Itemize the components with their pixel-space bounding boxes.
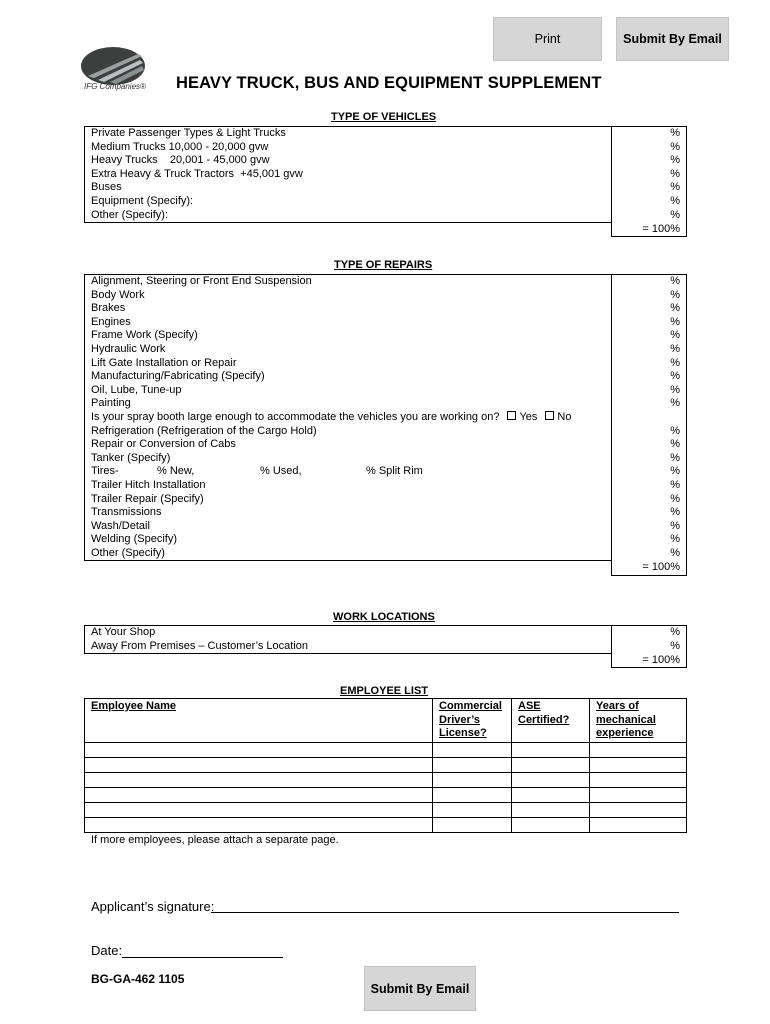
repair-row: Trailer Repair (Specify)	[85, 493, 612, 507]
repair-pct-input[interactable]: %	[612, 275, 687, 289]
repair-row: Repair or Conversion of Cabs	[85, 438, 612, 452]
repair-row: Wash/Detail	[85, 520, 612, 534]
location-pct-input[interactable]: %	[612, 626, 687, 640]
repair-pct-input[interactable]: %	[612, 506, 687, 520]
repair-row: Hydraulic Work	[85, 343, 612, 357]
repairs-total: = 100%	[612, 561, 687, 575]
location-row: Away From Premises – Customer’s Location	[85, 640, 612, 654]
vehicle-total: = 100%	[612, 223, 687, 237]
repair-pct-input[interactable]: %	[612, 520, 687, 534]
employee-name-input[interactable]	[85, 818, 433, 833]
location-pct-input[interactable]: %	[612, 640, 687, 654]
ase-input[interactable]	[512, 758, 590, 773]
locations-heading: WORK LOCATIONS	[333, 611, 435, 623]
repair-row: Other (Specify)	[85, 547, 612, 561]
vehicles-table	[84, 126, 687, 237]
ase-input[interactable]	[512, 803, 590, 818]
employees-heading: EMPLOYEE LIST	[340, 685, 429, 697]
no-label: No	[557, 410, 572, 423]
repair-row: Transmissions	[85, 506, 612, 520]
table-row	[85, 818, 687, 833]
signature-field[interactable]	[211, 912, 679, 913]
vehicle-row: Buses	[85, 181, 612, 195]
cdl-input[interactable]	[433, 773, 512, 788]
table-row	[85, 743, 687, 758]
repair-pct-input[interactable]: %	[612, 438, 687, 452]
employee-name-input[interactable]	[85, 758, 433, 773]
repair-row: Manufacturing/Fabricating (Specify)	[85, 370, 612, 384]
table-row	[85, 758, 687, 773]
repair-row: Lift Gate Installation or Repair	[85, 357, 612, 371]
col-employee-name: Employee Name	[85, 699, 433, 743]
repair-row: Body Work	[85, 289, 612, 303]
vehicle-pct-input[interactable]: %	[612, 168, 687, 182]
location-row: At Your Shop	[85, 626, 612, 640]
ase-input[interactable]	[512, 773, 590, 788]
repair-pct-input[interactable]: %	[612, 397, 687, 411]
vehicles-heading: TYPE OF VEHICLES	[331, 111, 437, 123]
repair-pct-input[interactable]: %	[612, 370, 687, 384]
repair-row: Oil, Lube, Tune-up	[85, 384, 612, 398]
repair-pct-input[interactable]: %	[612, 425, 687, 439]
vehicle-pct-input[interactable]: %	[612, 181, 687, 195]
repairs-heading: TYPE OF REPAIRS	[334, 259, 433, 271]
repair-row: Painting	[85, 397, 612, 411]
repair-row: Brakes	[85, 302, 612, 316]
cdl-input[interactable]	[433, 818, 512, 833]
cdl-input[interactable]	[433, 758, 512, 773]
yes-label: Yes	[519, 410, 538, 423]
repair-pct-input[interactable]: %	[612, 452, 687, 466]
repair-row: Tanker (Specify)	[85, 452, 612, 466]
ase-input[interactable]	[512, 818, 590, 833]
cdl-input[interactable]	[433, 743, 512, 758]
tires-split-rim[interactable]: % Split Rim	[366, 465, 423, 478]
repair-pct-input[interactable]: %	[612, 493, 687, 507]
employees-note: If more employees, please attach a separate page.	[91, 834, 339, 846]
logo-text: IFG Companies®	[84, 82, 146, 91]
vehicle-pct-input[interactable]: %	[612, 195, 687, 209]
repair-row: Refrigeration (Refrigeration of the Cargo Hold)	[85, 425, 612, 439]
repair-row: Alignment, Steering or Front End Suspension	[85, 275, 612, 289]
col-ase: ASE Certified?	[512, 699, 590, 743]
tires-used[interactable]: % Used,	[260, 465, 302, 478]
page-title: HEAVY TRUCK, BUS AND EQUIPMENT SUPPLEMENT	[176, 74, 602, 92]
employee-name-input[interactable]	[85, 743, 433, 758]
years-input[interactable]	[590, 758, 687, 773]
submit-by-email-button[interactable]: Submit By Email	[616, 17, 729, 61]
years-input[interactable]	[590, 818, 687, 833]
tires-new[interactable]: % New,	[157, 465, 195, 478]
date-field[interactable]	[122, 957, 283, 958]
table-row	[85, 788, 687, 803]
repair-pct-input[interactable]: %	[612, 302, 687, 316]
repair-row: Engines	[85, 316, 612, 330]
years-input[interactable]	[590, 788, 687, 803]
repair-pct-input[interactable]: %	[612, 479, 687, 493]
repair-row: Trailer Hitch Installation	[85, 479, 612, 493]
cdl-input[interactable]	[433, 803, 512, 818]
repair-row: Welding (Specify)	[85, 533, 612, 547]
years-input[interactable]	[590, 773, 687, 788]
repair-pct-input[interactable]: %	[612, 343, 687, 357]
yes-checkbox[interactable]	[507, 411, 516, 420]
vehicle-pct-input[interactable]: %	[612, 141, 687, 155]
date-label: Date:	[91, 943, 123, 958]
vehicle-row: Heavy Trucks 20,001 - 45,000 gvw	[85, 154, 612, 168]
repair-pct-input[interactable]: %	[612, 316, 687, 330]
table-row	[85, 803, 687, 818]
vehicle-row[interactable]: Equipment (Specify):	[85, 195, 612, 209]
vehicle-row[interactable]: Other (Specify):	[85, 209, 612, 223]
col-years: Years of mechanical experience	[590, 699, 687, 743]
repair-pct-input[interactable]: %	[612, 547, 687, 561]
repairs-table	[84, 274, 687, 576]
locations-total: = 100%	[612, 654, 687, 668]
col-cdl: Commercial Driver’s License?	[433, 699, 512, 743]
tires-label: Tires-	[91, 465, 119, 478]
cdl-input[interactable]	[433, 788, 512, 803]
repair-pct-input[interactable]: %	[612, 357, 687, 371]
years-input[interactable]	[590, 803, 687, 818]
vehicle-row: Private Passenger Types & Light Trucks	[85, 127, 612, 141]
repair-pct-input[interactable]: %	[612, 289, 687, 303]
tires-row	[85, 465, 612, 479]
submit-by-email-bottom-button[interactable]: Submit By Email	[364, 966, 476, 1011]
employee-table	[84, 698, 687, 833]
employee-name-input[interactable]	[85, 773, 433, 788]
repair-pct-input[interactable]: %	[612, 465, 687, 479]
print-button[interactable]: Print	[493, 17, 602, 61]
years-input[interactable]	[590, 743, 687, 758]
repair-pct-input[interactable]: %	[612, 384, 687, 398]
vehicle-row: Medium Trucks 10,000 - 20,000 gvw	[85, 141, 612, 155]
vehicle-row: Extra Heavy & Truck Tractors +45,001 gvw	[85, 168, 612, 182]
spray-booth-question	[85, 411, 612, 425]
signature-label: Applicant’s signature:	[91, 899, 215, 914]
employee-name-input[interactable]	[85, 788, 433, 803]
repair-pct-input[interactable]: %	[612, 533, 687, 547]
form-number: BG-GA-462 1105	[91, 972, 185, 986]
vehicle-pct-input[interactable]: %	[612, 154, 687, 168]
spray-booth-question-text: Is your spray booth large enough to accommodate the vehicles you are working on?	[91, 410, 500, 423]
repair-row: Frame Work (Specify)	[85, 329, 612, 343]
employee-name-input[interactable]	[85, 803, 433, 818]
ase-input[interactable]	[512, 788, 590, 803]
repair-pct-input[interactable]: %	[612, 329, 687, 343]
ase-input[interactable]	[512, 743, 590, 758]
vehicle-pct-input[interactable]: %	[612, 209, 687, 223]
no-checkbox[interactable]	[545, 411, 554, 420]
table-row	[85, 773, 687, 788]
locations-table	[84, 625, 687, 668]
vehicle-pct-input[interactable]: %	[612, 127, 687, 141]
spray-booth-pct-empty	[612, 411, 687, 425]
